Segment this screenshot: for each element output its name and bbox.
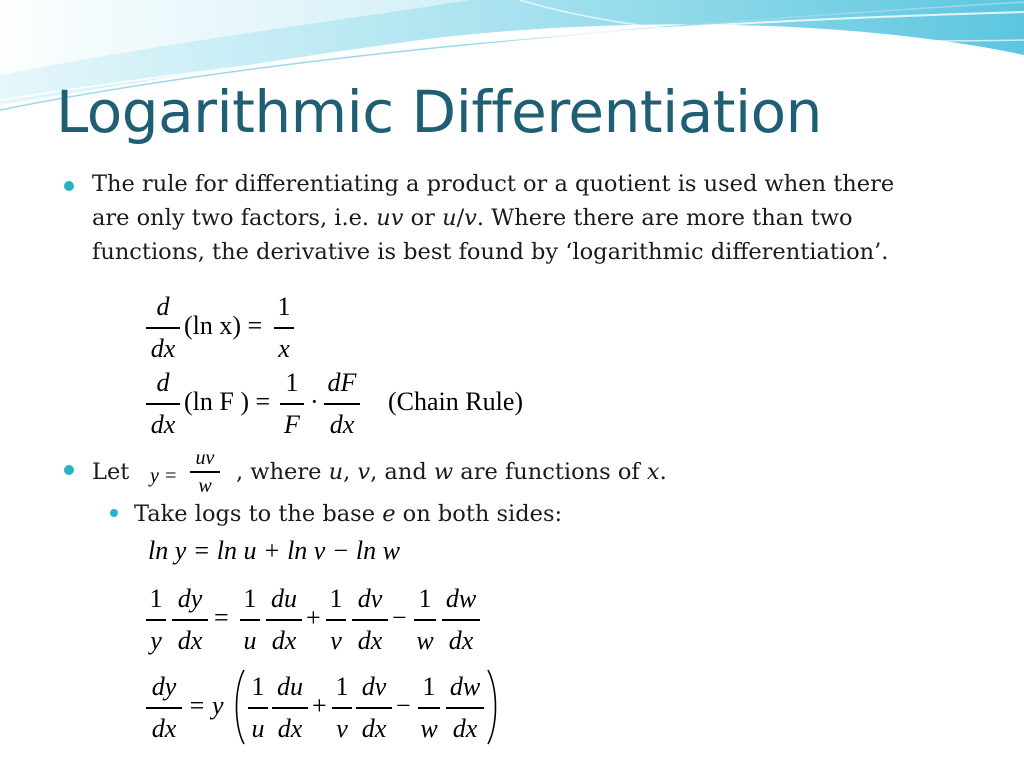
- formula-ln-x: [146, 292, 306, 362]
- frac-dy-dx: [146, 672, 182, 744]
- frac-num: 1: [329, 584, 343, 613]
- frac-num: dv: [361, 672, 387, 701]
- bullet2-dot: .: [659, 459, 667, 485]
- bullet1-line2-b: or: [403, 205, 443, 231]
- frac-1-u: [240, 584, 260, 656]
- formula-y-uv-w: [150, 448, 230, 504]
- minus: −: [392, 603, 407, 632]
- frac-den: dx: [177, 625, 203, 655]
- frac-num: 1: [149, 584, 163, 613]
- frac-bar: [280, 403, 304, 405]
- bullet1-text: [92, 167, 894, 269]
- sub-bullet-b: on both sides:: [395, 501, 563, 527]
- plus: +: [306, 603, 321, 632]
- frac-den: u: [243, 625, 257, 655]
- equals: =: [214, 603, 229, 632]
- frac-den: dx: [150, 333, 176, 363]
- minus: −: [396, 691, 411, 720]
- frac-num: dy: [177, 584, 203, 613]
- chain-rule-label: (Chain Rule): [388, 387, 524, 416]
- frac-bar: [240, 619, 260, 621]
- frac-den: dx: [277, 713, 303, 743]
- frac-den: dx: [150, 409, 176, 439]
- frac-num: du: [277, 672, 303, 701]
- frac-1-y: [146, 584, 166, 656]
- frac-bar: [274, 327, 294, 329]
- frac-bar: [418, 707, 440, 709]
- frac-1-w: [414, 584, 436, 656]
- plus: +: [312, 691, 327, 720]
- formula-chain-rule: [146, 368, 566, 438]
- frac-bar: [146, 707, 182, 709]
- ln-x-expr: (ln x) =: [184, 311, 263, 340]
- frac-bar: [356, 707, 392, 709]
- frac-den: u: [251, 713, 265, 743]
- bullet2-a: , where: [236, 459, 329, 485]
- frac-dw-dx: [446, 672, 484, 744]
- frac-den: dx: [329, 409, 355, 439]
- bullet-dot: [64, 465, 74, 475]
- bullet2-v: v: [357, 459, 371, 485]
- frac-den: v: [330, 625, 342, 655]
- frac-bar: [442, 619, 480, 621]
- frac-dF-dx: [324, 368, 360, 440]
- bullet2-text: [236, 455, 667, 489]
- frac-1-v: [326, 584, 346, 656]
- frac-num: 1: [285, 368, 299, 397]
- frac-bar: [446, 707, 484, 709]
- frac-den: dx: [448, 625, 474, 655]
- dot-operator: ·: [310, 387, 319, 416]
- equation-derivative-1: [146, 584, 506, 656]
- sub-bullet-text: [134, 497, 562, 531]
- frac-num: 1: [277, 292, 291, 321]
- frac-uv-w: [190, 448, 220, 496]
- frac-num: dy: [151, 672, 177, 701]
- frac-num: dw: [445, 584, 477, 613]
- frac-den: w: [420, 713, 438, 743]
- frac-num: uv: [195, 447, 215, 469]
- slide-title: Logarithmic Differentiation: [56, 78, 822, 146]
- bullet1-line1: The rule for differentiating a product or a quotient is used when there: [92, 171, 895, 197]
- bullet2-x: x: [646, 459, 660, 485]
- bullet-dot: [64, 181, 74, 191]
- frac-bar: [352, 619, 388, 621]
- bullet1-slash: /: [456, 205, 465, 231]
- frac-den: w: [416, 625, 434, 655]
- frac-num: dv: [357, 584, 383, 613]
- frac-bar: [146, 327, 180, 329]
- frac-d-dx: [146, 368, 180, 440]
- bullet2-let: Let: [92, 459, 130, 485]
- equals-y: = y: [188, 691, 224, 720]
- sub-bullet-dot: [110, 509, 118, 517]
- left-paren: [232, 668, 246, 746]
- frac-num: d: [156, 292, 170, 321]
- y-eq: y =: [150, 465, 178, 487]
- frac-num: 1: [243, 584, 257, 613]
- frac-dy-dx: [172, 584, 208, 656]
- ln-F-expr: (ln F ) =: [184, 387, 271, 416]
- frac-bar: [414, 619, 436, 621]
- frac-bar: [332, 707, 352, 709]
- bullet1-v: v: [464, 205, 477, 231]
- bullet1-line2-c: . Where there are more than two: [476, 205, 853, 231]
- equation-ln-y: ln y = ln u + ln v − ln w: [148, 536, 400, 565]
- frac-1-u: [248, 672, 268, 744]
- frac-bar: [190, 471, 220, 473]
- frac-den: dx: [271, 625, 297, 655]
- frac-num: d: [156, 368, 170, 397]
- frac-num: dw: [449, 672, 481, 701]
- bullet2-c1: ,: [343, 459, 358, 485]
- frac-den: dx: [357, 625, 383, 655]
- frac-den: dx: [361, 713, 387, 743]
- bullet1-uv: uv: [376, 205, 404, 231]
- sub-bullet-e: e: [382, 501, 396, 527]
- frac-den: v: [336, 713, 348, 743]
- bullet2-c2: , and: [370, 459, 434, 485]
- frac-dw-dx: [442, 584, 480, 656]
- bullet1-line2: [92, 201, 894, 235]
- frac-den: w: [198, 474, 212, 497]
- frac-1-x: [274, 292, 294, 364]
- frac-bar: [272, 707, 308, 709]
- bullet1-u: u: [442, 205, 457, 231]
- frac-den: dx: [452, 713, 478, 743]
- frac-bar: [248, 707, 268, 709]
- bullet2-w: w: [433, 459, 454, 485]
- frac-bar: [324, 403, 360, 405]
- frac-num: 1: [335, 672, 349, 701]
- frac-bar: [146, 619, 166, 621]
- frac-1-w: [418, 672, 440, 744]
- frac-bar: [172, 619, 208, 621]
- bullet1-line2-a: are only two factors, i.e.: [92, 205, 377, 231]
- right-paren: [486, 668, 500, 746]
- bullet1-line3: functions, the derivative is best found by ‘logarithmic differentiation’.: [92, 239, 889, 265]
- frac-num: 1: [422, 672, 436, 701]
- frac-den: x: [278, 333, 290, 363]
- frac-bar: [146, 403, 180, 405]
- frac-den: y: [150, 625, 162, 655]
- frac-num: 1: [418, 584, 432, 613]
- frac-du-dx: [266, 584, 302, 656]
- frac-1-v: [332, 672, 352, 744]
- frac-num: du: [271, 584, 297, 613]
- frac-du-dx: [272, 672, 308, 744]
- frac-bar: [266, 619, 302, 621]
- frac-dv-dx: [352, 584, 388, 656]
- frac-1-F: [280, 368, 304, 440]
- frac-den: F: [284, 409, 300, 439]
- frac-dv-dx: [356, 672, 392, 744]
- sub-bullet-a: Take logs to the base: [134, 501, 383, 527]
- equation-derivative-2: [146, 672, 526, 748]
- frac-bar: [326, 619, 346, 621]
- frac-num: 1: [251, 672, 265, 701]
- frac-d-dx: [146, 292, 180, 364]
- bullet2-u: u: [328, 459, 344, 485]
- bullet2-b: are functions of: [453, 459, 647, 485]
- frac-den: dx: [151, 713, 177, 743]
- frac-num: dF: [327, 368, 357, 397]
